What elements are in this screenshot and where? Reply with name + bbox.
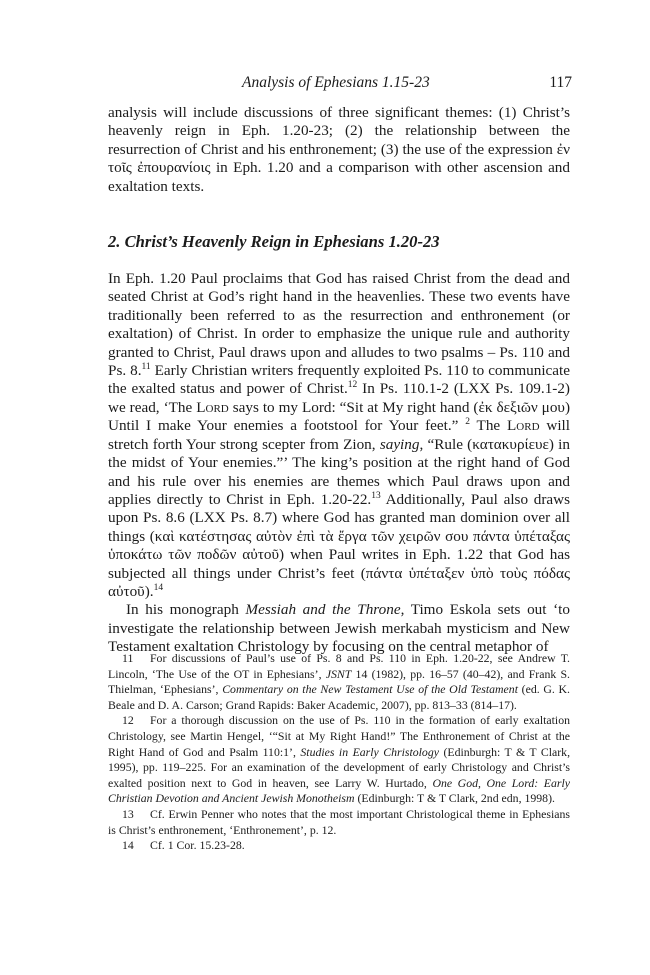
fn12-text-3: (Edinburgh: T & T Clark, 2nd edn, 1998). [354,791,555,806]
verse-number-2: 2 [465,417,470,428]
footnote-number: 14 [122,838,134,853]
saying-italic: saying [379,435,420,453]
paragraph-2 [108,601,570,656]
footnote-number: 12 [122,713,134,728]
fn11-text-3: (ed. G. K. Beale and D. A. Carson; Grand Rapids: Baker Academic, 2007), pp. 813–33 (814–17). [108,682,570,712]
footnote-14 [108,838,570,854]
running-title: Analysis of Ephesians 1.15-23 [242,74,430,91]
fn11-text-1: For discussions of Paul’s use of Ps. 8 and Ps. 110 in Eph. 1.20-22, see Andrew T. Lincoln, ‘The Use of the OT in Ephesians’, [108,651,570,681]
fn12-book-1: Studies in Early Christology [300,744,439,759]
fn11-text-2: 14 (1982), pp. 16–57 (40–42), and Frank S. Thielman, ‘Ephesians’, [108,666,570,697]
p1-text-5: The [470,417,508,435]
footnote-13 [108,807,570,838]
footnotes [108,651,570,854]
lord-smallcaps: Lord [196,398,229,416]
page-number: 117 [549,74,572,91]
p1-text-8: Additionally, Paul also draws upon Ps. 8.6 (LXX Ps. 8.7) where God has granted man dominion over all things (καὶ κατέστησας αὐτὸν ἐπὶ τὰ ἔργα τῶν χειρῶν σου πάντα ὑπέταξας ὑποκάτω τῶν ποδῶν αὐτοῦ) when Paul writes in Eph. 1.22 that God has subjected all things under Christ’s feet (πάντα ὑπέταξεν ὑπὸ τοὺς πόδας αὐτοῦ). [108,490,571,600]
running-head [108,74,572,96]
paragraph-1 [108,270,570,601]
fn11-book: Commentary on the New Testament Use of the Old Testament [222,682,518,697]
p1-text-7: , “Rule (κατακυρίευε) in the midst of Your enemies.”’ The king’s position at the right hand of God and his rule over his enemies are themes which Paul draws upon and applies directly to Christ in Eph. 1.20-22. [108,435,570,508]
footnote-ref-14: 14 [153,582,164,593]
p1-text-2: Early Christian writers frequently exploited Ps. 110 to communicate the exalted status and power of Christ. [108,362,571,398]
footnote-11 [108,651,570,713]
footnote-ref-13: 13 [371,490,381,501]
p1-text-4: says to my Lord: “Sit at My right hand (ἐκ δεξιῶν μου) Until I make Your enemies a footstool for Your feet.” [108,398,570,435]
body-text [108,104,570,657]
fn12-text-1: For a thorough discussion on the use of Ps. 110 in the formation of early exaltation Christology, see Martin Hengel, ‘“Sit at My Right Hand!” The Enthronement of Christ at the Right Hand of God and Psalm 110:1’, [108,713,570,759]
p1-text-3: In Ps. 110.1-2 (LXX Ps. 109.1-2) we read, ‘The [108,380,570,416]
footnote-ref-11: 11 [141,362,151,372]
p1-text-1: In Eph. 1.20 Paul proclaims that God has raised Christ from the dead and seated Christ at God’s right hand in the heavenlies. These two events have traditionally been referred to as the resurrection and enthronement (or exaltation) of Christ. In order to emphasize the unique rule and authority granted to Christ, Paul draws upon and alludes to two psalms – Ps. 110 and Ps. 8. [108,270,570,380]
fn14-text: Cf. 1 Cor. 15.23-28. [150,838,245,853]
fn13-text: Cf. Erwin Penner who notes that the most important Christological theme in Ephesians is Christ’s enthronement, ‘Enthronement’, p. 12. [108,806,570,837]
section-heading: 2. Christ’s Heavenly Reign in Ephesians 1.20-23 [108,232,440,252]
footnote-number: 11 [122,651,134,665]
p2-text-1: In his monograph [126,601,246,619]
intro-paragraph: analysis will include discussions of three significant themes: (1) Christ’s heavenly reign in Eph. 1.20-23; (2) the relationship between the resurrection of Christ and his enthronement; (3) the use of the expression ἐν τοῖς ἐπουρανίοις in Eph. 1.20 and a comparison with other ascension and exaltation texts. [108,104,570,195]
footnote-ref-12: 12 [347,380,358,391]
book-title: Messiah and the Throne [245,601,401,619]
footnote-12 [108,713,570,807]
fn12-book-2: One God, One Lord: Early Christian Devotion and Ancient Jewish Monotheism [108,775,570,806]
p1-text-6: will stretch forth Your strong scepter from Zion, [108,417,570,453]
p2-text-2: , Timo Eskola sets out ‘to investigate the relationship between Jewish merkabah mysticism and New Testament exaltation Christology by focusing on the central metaphor of [108,601,570,656]
fn11-journal: JSNT [325,666,352,681]
fn12-text-2: (Edinburgh: T & T Clark, 1995), pp. 119–225. For an examination of the development of early Christology and Christ’s exalted position next to God in heaven, see Larry W. Hurtado, [108,744,571,790]
footnote-number: 13 [122,806,134,821]
lord-smallcaps: Lord [507,417,540,435]
